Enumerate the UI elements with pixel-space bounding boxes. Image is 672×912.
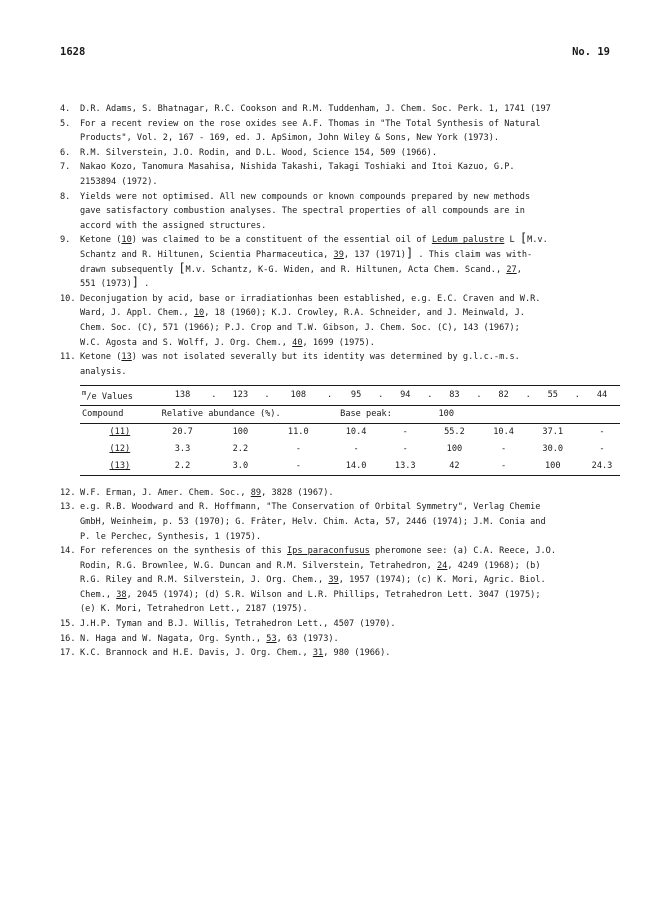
reference-number: 11. xyxy=(60,352,76,363)
journal-number: No. 19 xyxy=(572,46,610,58)
compound-number: (13) xyxy=(109,460,131,471)
mz-value: 123 xyxy=(222,386,258,405)
mz-values-row xyxy=(80,386,620,405)
reference-12 xyxy=(60,486,620,501)
abundance-value: - xyxy=(501,443,507,454)
reference-line: gave satisfactory combustion analyses. The spectral properties of all compounds are in xyxy=(80,206,525,217)
reference-8 xyxy=(60,190,620,234)
reference-number: 5. xyxy=(60,118,71,129)
abundance-value: 10.4 xyxy=(345,426,367,437)
abundance-value: 2.2 xyxy=(160,458,206,476)
reference-body xyxy=(80,117,620,146)
reference-number: 10. xyxy=(60,293,76,304)
reference-number: 9. xyxy=(60,235,71,246)
reference-14 xyxy=(60,544,620,617)
compound-header: Compound xyxy=(80,405,160,423)
abundance-value: - xyxy=(275,458,321,476)
abundance-value: 42 xyxy=(437,458,473,476)
reference-body: For references on the synthesis of this Ips paraconfusus pheromone see: (a) C.A. Reece, J.O. Rodin, R.G. Brownlee, W.G. Duncan and R.M. Silverstein, Tetrahedron, 24, 4249 (1968); (b) R.G. Riley and R.M. Silverstein, J. Org. Chem., 39, 1957 (1974); (c) K. Mori, Agric. Biol. Chem., 38, 2045 (1974); (d) S.R. Wilson and L.R. Phillips, Tetrahedron Lett. 3047 (1975); (e) K. Mori, Tetrahedron Lett., 2187 (1975). xyxy=(80,546,557,615)
reference-line: R.M. Silverstein, J.O. Rodin, and D.L. Wood, Science 154, 509 (1966). xyxy=(80,147,437,158)
reference-line: Nakao Kozo, Tanomura Masahisa, Nishida Takashi, Takagi Toshiaki and Itoi Kazuo, G.P. xyxy=(80,162,515,173)
reference-16 xyxy=(60,632,620,647)
reference-text: K.C. Brannock and H.E. Davis, J. Org. Chem., xyxy=(80,648,313,659)
abundance-header-row xyxy=(80,405,620,423)
base-peak-label: Base peak: xyxy=(338,405,436,423)
separator-dot: . xyxy=(472,386,485,405)
species-name: Ledum palustre xyxy=(431,235,505,246)
table-row xyxy=(80,458,620,476)
reference-line: accord with the assigned structures. xyxy=(80,220,267,231)
abundance-value: 55.2 xyxy=(444,426,465,437)
reference-body: Ketone (13) was not isolated severally but its identity was determined by g.l.c.-m.s. analysis. xyxy=(80,352,520,377)
reference-body xyxy=(80,486,620,501)
reference-text: , 980 (1966). xyxy=(323,648,391,659)
mz-value: 83 xyxy=(437,386,473,405)
reference-7 xyxy=(60,160,620,189)
reference-9 xyxy=(60,233,620,291)
reference-line: GmbH, Weinheim, p. 53 (1970); G. Frâter, Helv. Chim. Acta, 57, 2446 (1974); J.M. Conia and xyxy=(80,516,546,527)
reference-5 xyxy=(60,117,620,146)
abundance-value: 100 xyxy=(446,443,463,454)
separator-dot: . xyxy=(522,386,535,405)
reference-body xyxy=(80,102,620,117)
relative-abundance-label: Relative abundance (%). xyxy=(160,405,339,423)
table-row xyxy=(80,441,620,458)
table-row xyxy=(80,423,620,441)
reference-number: 7. xyxy=(60,162,71,173)
separator-dot: . xyxy=(571,386,584,405)
separator-dot: . xyxy=(321,386,338,405)
reference-body xyxy=(80,500,620,544)
mz-value: 94 xyxy=(387,386,423,405)
abundance-value: 11.0 xyxy=(287,426,309,437)
reference-4 xyxy=(60,102,620,117)
separator-dot: . xyxy=(205,386,222,405)
abundance-value: 100 xyxy=(232,426,249,437)
volume: 53 xyxy=(266,633,277,644)
reference-text: e.g. R.B. Woodward and R. Hoffmann, "The Conservation of Orbital Symmetry", Verlag Chemie xyxy=(80,502,541,513)
mz-header: $^m$/e Values xyxy=(80,386,160,405)
abundance-value: 37.1 xyxy=(542,426,564,437)
reference-text: J.H.P. Tyman and B.J. Willis, Tetrahedron Lett., 4507 (1970). xyxy=(80,619,396,630)
species-name: Ips paraconfusus xyxy=(286,546,370,557)
volume: 31 xyxy=(312,648,324,659)
separator-dot: . xyxy=(258,386,275,405)
reference-number: 14. xyxy=(60,546,76,557)
reference-number: 16. xyxy=(60,633,76,644)
reference-number: 15. xyxy=(60,619,76,630)
separator-dot: . xyxy=(374,386,387,405)
mass-spectra-table xyxy=(80,385,620,475)
reference-line: Yields were not optimised. All new compounds or known compounds prepared by new methods xyxy=(80,191,531,202)
reference-text: 89 xyxy=(250,487,262,498)
reference-text: W.F. Erman, J. Amer. Chem. Soc., xyxy=(80,487,251,498)
abundance-value: - xyxy=(599,443,605,454)
reference-line: For a recent review on the rose oxides see A.F. Thomas in "The Total Synthesis of Natural xyxy=(80,118,541,129)
reference-17 xyxy=(60,646,620,661)
reference-body: Ketone (10) was claimed to be a constituent of the essential oil of Ledum palustre L [M.v. Schantz and R. Hiltunen, Scientia Pharmaceutica, 39, 137 (1971)] . This claim was with- drawn subsequently [M.v. Schantz, K-G. Widen, and R. Hiltunen, Acta Chem. Scand., 27, 551 (1973)] . xyxy=(80,231,548,290)
reference-body xyxy=(80,160,620,189)
reference-line: Products", Vol. 2, 167 - 169, ed. J. ApSimon, John Wiley & Sons, New York (1973). xyxy=(80,133,500,144)
reference-body xyxy=(80,146,620,161)
abundance-value: 100 xyxy=(535,458,571,476)
reference-number: 6. xyxy=(60,147,71,158)
mz-value: 108 xyxy=(275,386,321,405)
compound-number: (11) xyxy=(109,426,131,437)
abundance-value: - xyxy=(295,443,301,454)
page-number: 1628 xyxy=(60,46,86,58)
reference-text: , 3828 (1967). xyxy=(261,487,334,498)
abundance-value: 10.4 xyxy=(493,426,514,437)
reference-number: 13. xyxy=(60,502,76,513)
abundance-value: - xyxy=(353,443,359,454)
reference-line: D.R. Adams, S. Bhatnagar, R.C. Cookson and R.M. Tuddenham, J. Chem. Soc. Perk. 1, 1741 (197 xyxy=(80,104,551,114)
reference-body xyxy=(80,646,620,661)
abundance-value: 20.7 xyxy=(172,426,193,437)
abundance-value: - xyxy=(486,458,522,476)
reference-6 xyxy=(60,146,620,161)
references-list xyxy=(60,102,620,661)
abundance-value: 24.3 xyxy=(584,458,620,476)
mz-value: 138 xyxy=(160,386,206,405)
mz-value: 82 xyxy=(486,386,522,405)
compound-label xyxy=(80,441,160,458)
compound-label xyxy=(80,423,160,441)
reference-10 xyxy=(60,292,620,350)
abundance-value: - xyxy=(599,426,605,437)
abundance-value: 2.2 xyxy=(232,443,249,454)
abundance-value: 13.3 xyxy=(387,458,423,476)
abundance-value: 3.0 xyxy=(222,458,258,476)
abundance-value: - xyxy=(402,426,408,437)
abundance-value: - xyxy=(402,443,408,454)
reference-body xyxy=(80,617,620,632)
reference-number: 8. xyxy=(60,191,71,202)
mz-value: 44 xyxy=(584,386,620,405)
compound-number: (12) xyxy=(109,443,131,454)
reference-body: Deconjugation by acid, base or irradiationhas been established, e.g. E.C. Craven and W.R. Ward, J. Appl. Chem., 10, 18 (1960); K.J. Crowley, R.A. Schneider, and J. Meinwald, J. Chem. Soc. (C), 571 (1966); P.J. Crop and T.W. Gibson, J. Chem. Soc. (C), 143 (1967); W.C. Agosta and S. Wolff, J. Org. Chem., 40, 1699 (1975). xyxy=(80,293,541,348)
reference-number: 17. xyxy=(60,648,76,659)
separator-dot: . xyxy=(423,386,436,405)
mz-value: 55 xyxy=(535,386,571,405)
reference-number: 12. xyxy=(60,487,76,498)
reference-text: , 63 (1973). xyxy=(276,633,339,644)
reference-body xyxy=(80,190,620,234)
reference-line: 2153894 (1972). xyxy=(80,176,158,187)
abundance-value: 3.3 xyxy=(174,443,191,454)
reference-body xyxy=(80,632,620,647)
reference-11 xyxy=(60,350,620,379)
reference-15 xyxy=(60,617,620,632)
reference-text: N. Haga and W. Nagata, Org. Synth., xyxy=(80,633,267,644)
reference-number: 4. xyxy=(60,104,71,114)
base-peak-value: 100 xyxy=(437,405,486,423)
compound-label xyxy=(80,458,160,476)
reference-line: P. le Perchec, Synthesis, 1 (1975). xyxy=(80,531,262,542)
mz-value: 95 xyxy=(338,386,374,405)
abundance-value: 30.0 xyxy=(542,443,564,454)
abundance-value: 14.0 xyxy=(338,458,374,476)
reference-13 xyxy=(60,500,620,544)
